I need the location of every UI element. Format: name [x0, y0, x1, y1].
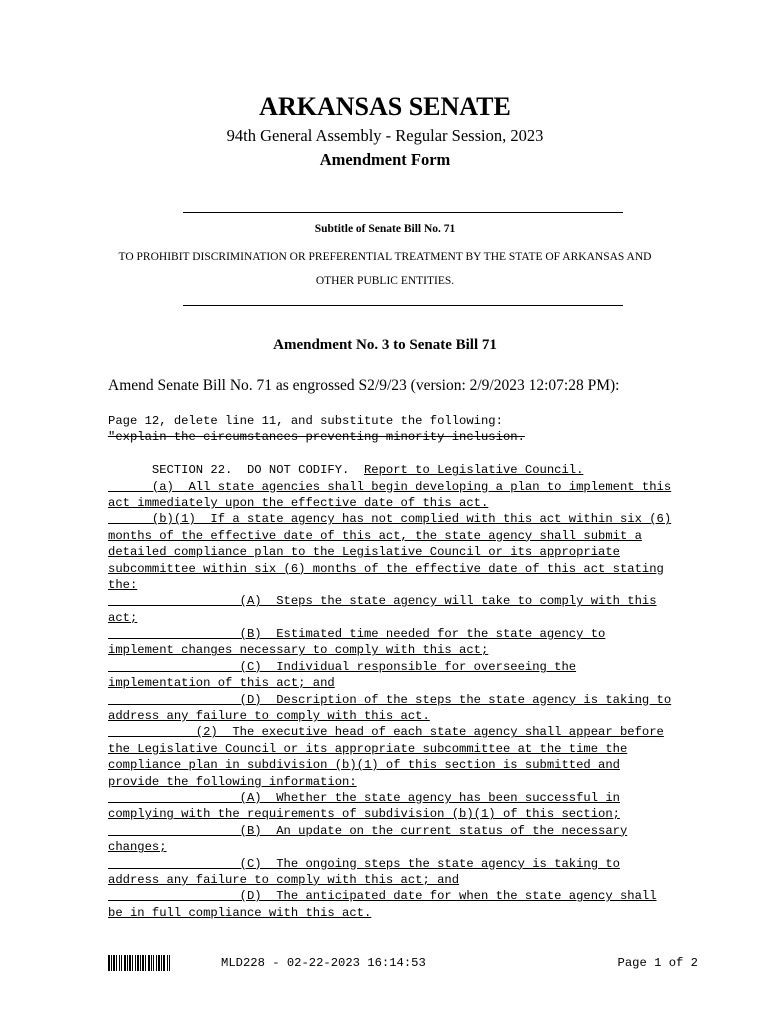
document-title: ARKANSAS SENATE [259, 92, 511, 121]
page-footer [108, 955, 698, 975]
body-line: the: [108, 577, 138, 592]
body-line: be in full compliance with this act. [108, 905, 372, 920]
body-line: complying with the requirements of subdivision (b)(1) of this section; [108, 807, 620, 822]
body-line: implementation of this act; and [108, 676, 335, 691]
body-line: (C) The ongoing steps the state agency is taking to [108, 856, 620, 871]
body-line: months of the effective date of this act, the state agency shall submit a [108, 528, 642, 543]
subtitle-label: Subtitle of Senate Bill No. 71 [314, 223, 456, 235]
divider-bottom [183, 305, 623, 306]
section-heading [108, 462, 708, 478]
document-code: MLD228 - 02-22-2023 16:14:53 [221, 956, 426, 970]
body-line: (B) Estimated time needed for the state agency to [108, 627, 606, 642]
page-number: Page 1 of 2 [617, 956, 698, 970]
subtitle-text: TO PROHIBIT DISCRIMINATION OR PREFERENTIAL TREATMENT BY THE STATE OF ARKANSAS AND OTHER PUBLIC ENTITIES. [118, 251, 652, 287]
body-line: changes; [108, 840, 167, 855]
body-line: implement changes necessary to comply with this act; [108, 643, 489, 658]
body-line: Page 12, delete line 11, and substitute the following: [108, 414, 503, 428]
amendment-intro: Amend Senate Bill No. 71 as engrossed S2/9/23 (version: 2/9/2023 12:07:28 PM): [108, 377, 620, 394]
body-line: act; [108, 610, 138, 625]
body-line: (D) Description of the steps the state agency is taking to [108, 692, 672, 707]
body-line: (B) An update on the current status of the necessary [108, 823, 628, 838]
body-line: compliance plan in subdivision (b)(1) of this section is submitted and [108, 758, 620, 773]
amendment-number: Amendment No. 3 to Senate Bill 71 [273, 337, 497, 353]
body-line: (b)(1) If a state agency has not complied with this act within six (6) [108, 512, 672, 527]
section-number: SECTION 22. DO NOT CODIFY. [108, 463, 364, 478]
body-line: act immediately upon the effective date of this act. [108, 495, 489, 510]
body-line: subcommittee within six (6) months of the effective date of this act stating [108, 561, 664, 576]
struck-line: "explain the circumstances preventing minority inclusion. [108, 430, 525, 445]
session-line: 94th General Assembly - Regular Session, 2023 [226, 126, 544, 145]
body-line: detailed compliance plan to the Legislative Council or its appropriate [108, 545, 620, 560]
barcode-icon [108, 955, 200, 971]
divider-top [183, 212, 623, 213]
body-line: (A) Whether the state agency has been successful in [108, 790, 620, 805]
amendment-body [108, 413, 708, 921]
body-line: (C) Individual responsible for overseeing the [108, 659, 577, 674]
body-line: address any failure to comply with this act. [108, 709, 430, 724]
body-line: (D) The anticipated date for when the state agency shall [108, 889, 657, 904]
body-line: address any failure to comply with this act; and [108, 872, 460, 887]
body-line: (a) All state agencies shall begin developing a plan to implement this [108, 479, 672, 494]
body-line: the Legislative Council or its appropriate subcommittee at the time the [108, 741, 628, 756]
body-line: provide the following information: [108, 774, 357, 789]
body-line: (2) The executive head of each state agency shall appear before [108, 725, 664, 740]
body-line: (A) Steps the state agency will take to comply with this [108, 594, 657, 609]
form-name: Amendment Form [319, 150, 451, 169]
section-title: Report to Legislative Council. [363, 463, 584, 478]
